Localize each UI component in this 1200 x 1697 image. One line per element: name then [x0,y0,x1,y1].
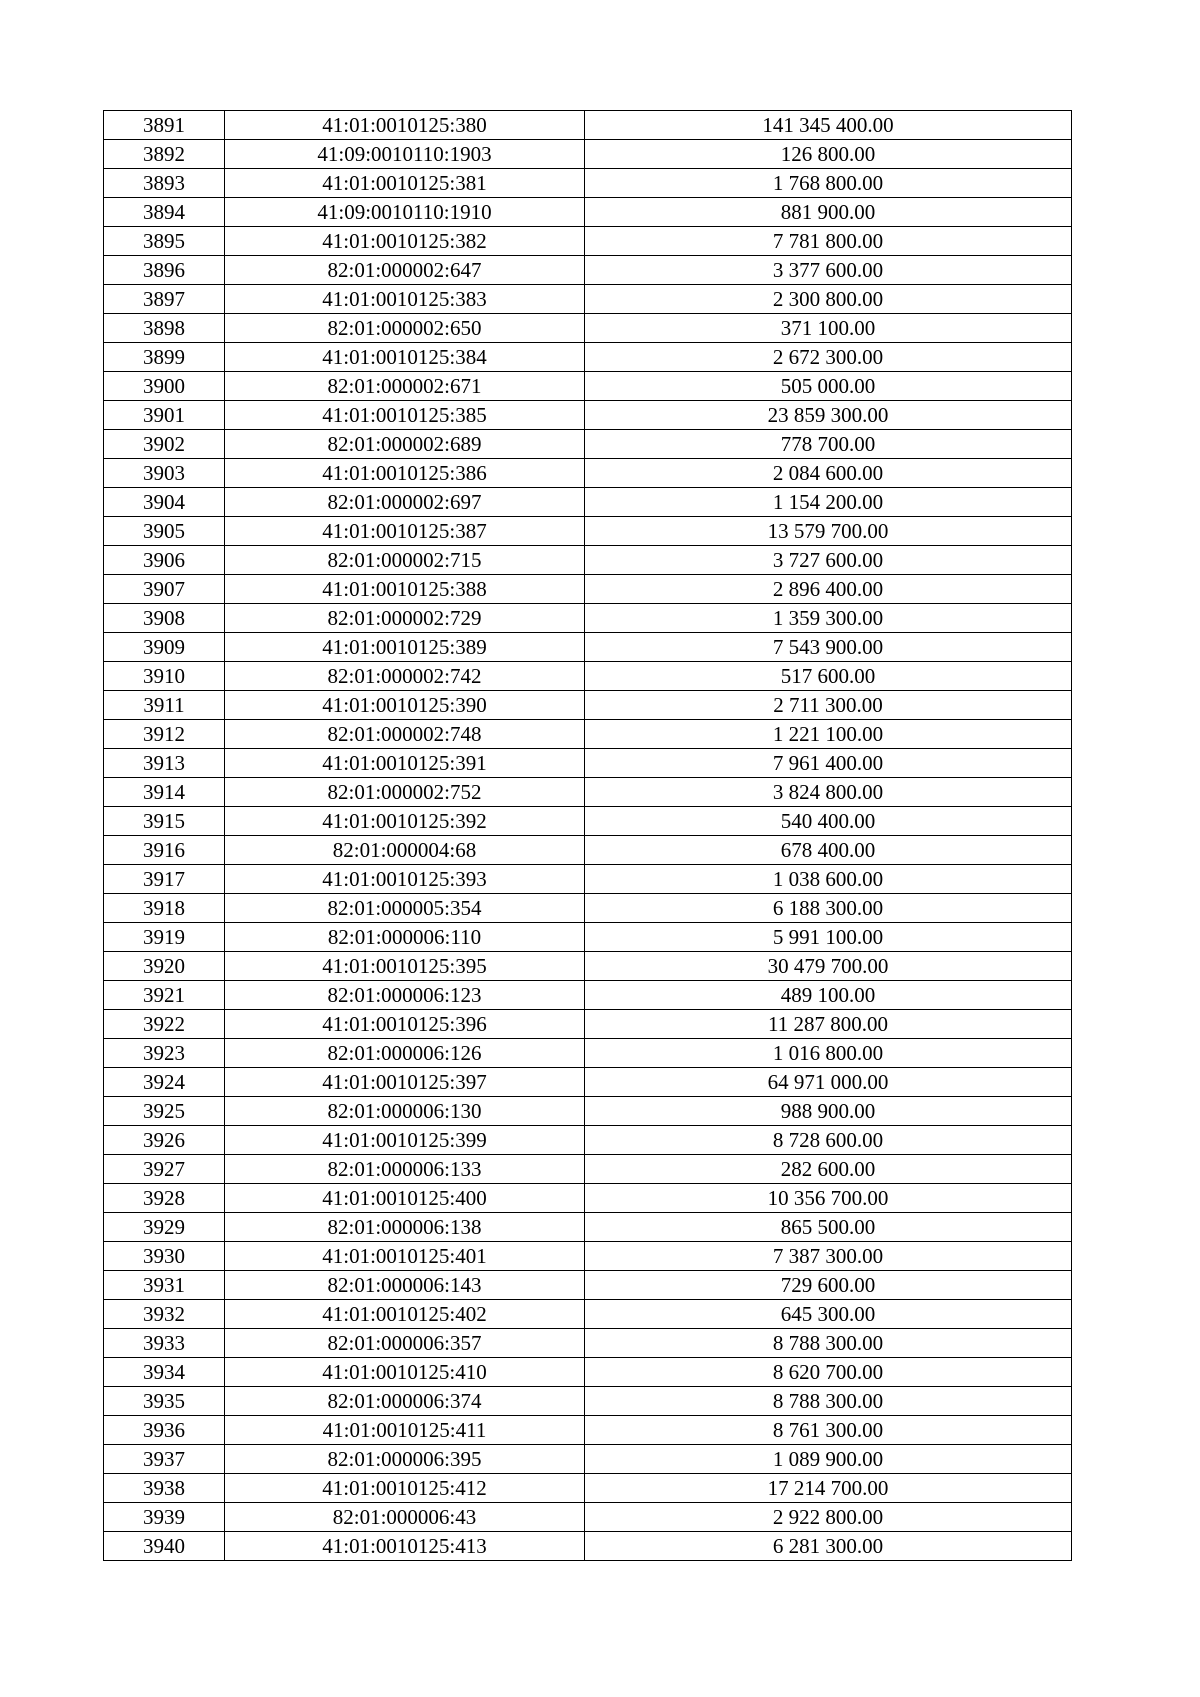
cadastral-number-cell: 82:01:000006:143 [225,1271,585,1300]
row-number-cell: 3911 [104,691,225,720]
table-row [104,227,1072,256]
cadastral-value-cell: 6 188 300.00 [585,894,1072,923]
cadastral-number-cell: 41:01:0010125:397 [225,1068,585,1097]
cadastral-value-cell: 865 500.00 [585,1213,1072,1242]
table-row [104,1387,1072,1416]
cadastral-value-cell: 8 620 700.00 [585,1358,1072,1387]
row-number-cell: 3940 [104,1532,225,1561]
row-number-cell: 3920 [104,952,225,981]
cadastral-value-cell: 678 400.00 [585,836,1072,865]
table-row [104,923,1072,952]
table-row [104,546,1072,575]
cadastral-number-cell: 41:01:0010125:400 [225,1184,585,1213]
cadastral-number-cell: 41:01:0010125:384 [225,343,585,372]
table-row [104,1068,1072,1097]
cadastral-number-cell: 41:01:0010125:386 [225,459,585,488]
cadastral-value-cell: 17 214 700.00 [585,1474,1072,1503]
row-number-cell: 3903 [104,459,225,488]
table-row [104,1271,1072,1300]
cadastral-number-cell: 82:01:000002:742 [225,662,585,691]
row-number-cell: 3917 [104,865,225,894]
cadastral-number-cell: 82:01:000006:374 [225,1387,585,1416]
table-row [104,1155,1072,1184]
cadastral-number-cell: 82:01:000006:126 [225,1039,585,1068]
table-row [104,1184,1072,1213]
cadastral-value-cell: 30 479 700.00 [585,952,1072,981]
table-row [104,1329,1072,1358]
table-row [104,285,1072,314]
cadastral-number-cell: 82:01:000005:354 [225,894,585,923]
cadastral-value-cell: 3 377 600.00 [585,256,1072,285]
cadastral-value-cell: 10 356 700.00 [585,1184,1072,1213]
cadastral-number-cell: 82:01:000002:647 [225,256,585,285]
table-row [104,836,1072,865]
cadastral-number-cell: 41:01:0010125:387 [225,517,585,546]
cadastral-value-cell: 141 345 400.00 [585,111,1072,140]
cadastral-value-cell: 1 221 100.00 [585,720,1072,749]
row-number-cell: 3905 [104,517,225,546]
cadastral-value-cell: 282 600.00 [585,1155,1072,1184]
cadastral-number-cell: 41:01:0010125:393 [225,865,585,894]
table-row [104,778,1072,807]
cadastral-number-cell: 41:01:0010125:383 [225,285,585,314]
row-number-cell: 3921 [104,981,225,1010]
row-number-cell: 3922 [104,1010,225,1039]
table-row [104,198,1072,227]
row-number-cell: 3912 [104,720,225,749]
table-body [104,111,1072,1561]
cadastral-number-cell: 41:09:0010110:1903 [225,140,585,169]
row-number-cell: 3900 [104,372,225,401]
cadastral-value-cell: 1 089 900.00 [585,1445,1072,1474]
row-number-cell: 3894 [104,198,225,227]
cadastral-number-cell: 82:01:000006:123 [225,981,585,1010]
cadastral-value-cell: 8 728 600.00 [585,1126,1072,1155]
table-row [104,256,1072,285]
table-row [104,894,1072,923]
cadastral-value-cell: 1 359 300.00 [585,604,1072,633]
cadastral-value-cell: 8 788 300.00 [585,1387,1072,1416]
cadastral-number-cell: 82:01:000002:697 [225,488,585,517]
row-number-cell: 3929 [104,1213,225,1242]
table-row [104,1010,1072,1039]
table-row [104,1358,1072,1387]
row-number-cell: 3895 [104,227,225,256]
cadastral-value-cell: 23 859 300.00 [585,401,1072,430]
cadastral-number-cell: 41:01:0010125:399 [225,1126,585,1155]
cadastral-number-cell: 82:01:000002:689 [225,430,585,459]
cadastral-value-cell: 126 800.00 [585,140,1072,169]
cadastral-value-cell: 2 300 800.00 [585,285,1072,314]
cadastral-number-cell: 41:01:0010125:402 [225,1300,585,1329]
cadastral-value-cell: 1 038 600.00 [585,865,1072,894]
row-number-cell: 3899 [104,343,225,372]
table-row [104,865,1072,894]
table-row [104,575,1072,604]
table-row [104,1213,1072,1242]
cadastral-number-cell: 41:01:0010125:396 [225,1010,585,1039]
table-row [104,111,1072,140]
cadastral-number-cell: 41:01:0010125:389 [225,633,585,662]
row-number-cell: 3915 [104,807,225,836]
cadastral-number-cell: 41:01:0010125:391 [225,749,585,778]
cadastral-value-cell: 881 900.00 [585,198,1072,227]
cadastral-number-cell: 82:01:000006:110 [225,923,585,952]
cadastral-value-cell: 6 281 300.00 [585,1532,1072,1561]
cadastral-number-cell: 82:01:000004:68 [225,836,585,865]
table-row [104,1503,1072,1532]
cadastral-number-cell: 82:01:000006:43 [225,1503,585,1532]
cadastral-number-cell: 82:01:000002:752 [225,778,585,807]
row-number-cell: 3909 [104,633,225,662]
cadastral-value-cell: 371 100.00 [585,314,1072,343]
cadastral-value-cell: 3 824 800.00 [585,778,1072,807]
table-row [104,1242,1072,1271]
row-number-cell: 3932 [104,1300,225,1329]
cadastral-value-cell: 489 100.00 [585,981,1072,1010]
cadastral-number-cell: 41:01:0010125:412 [225,1474,585,1503]
row-number-cell: 3931 [104,1271,225,1300]
table-row [104,430,1072,459]
cadastral-value-cell: 2 922 800.00 [585,1503,1072,1532]
cadastral-number-cell: 41:01:0010125:401 [225,1242,585,1271]
cadastral-number-cell: 41:01:0010125:411 [225,1416,585,1445]
table-row [104,1474,1072,1503]
row-number-cell: 3907 [104,575,225,604]
row-number-cell: 3934 [104,1358,225,1387]
cadastral-value-cell: 729 600.00 [585,1271,1072,1300]
row-number-cell: 3897 [104,285,225,314]
cadastral-number-cell: 82:01:000002:748 [225,720,585,749]
cadastral-number-cell: 82:01:000006:130 [225,1097,585,1126]
table-row [104,169,1072,198]
table-row [104,140,1072,169]
cadastral-value-cell: 3 727 600.00 [585,546,1072,575]
cadastral-value-cell: 2 084 600.00 [585,459,1072,488]
table-row [104,1097,1072,1126]
row-number-cell: 3893 [104,169,225,198]
cadastral-number-cell: 82:01:000006:357 [225,1329,585,1358]
row-number-cell: 3914 [104,778,225,807]
cadastral-number-cell: 41:01:0010125:385 [225,401,585,430]
cadastral-value-cell: 5 991 100.00 [585,923,1072,952]
cadastral-value-cell: 7 961 400.00 [585,749,1072,778]
cadastral-number-cell: 41:01:0010125:395 [225,952,585,981]
row-number-cell: 3908 [104,604,225,633]
cadastral-number-cell: 41:01:0010125:413 [225,1532,585,1561]
cadastral-number-cell: 82:01:000002:650 [225,314,585,343]
table-row [104,807,1072,836]
cadastral-number-cell: 41:01:0010125:390 [225,691,585,720]
cadastral-value-cell: 7 387 300.00 [585,1242,1072,1271]
row-number-cell: 3925 [104,1097,225,1126]
table-row [104,488,1072,517]
row-number-cell: 3902 [104,430,225,459]
cadastral-value-cell: 1 016 800.00 [585,1039,1072,1068]
row-number-cell: 3935 [104,1387,225,1416]
cadastral-number-cell: 82:01:000006:395 [225,1445,585,1474]
row-number-cell: 3916 [104,836,225,865]
cadastral-number-cell: 41:01:0010125:382 [225,227,585,256]
cadastral-value-cell: 2 896 400.00 [585,575,1072,604]
table-row [104,691,1072,720]
table-row [104,1300,1072,1329]
table-row [104,1532,1072,1561]
cadastral-value-cell: 11 287 800.00 [585,1010,1072,1039]
row-number-cell: 3901 [104,401,225,430]
table-row [104,1416,1072,1445]
cadastral-value-cell: 1 154 200.00 [585,488,1072,517]
row-number-cell: 3913 [104,749,225,778]
cadastral-value-cell: 2 711 300.00 [585,691,1072,720]
table-row [104,720,1072,749]
row-number-cell: 3927 [104,1155,225,1184]
table-row [104,662,1072,691]
cadastral-value-cell: 2 672 300.00 [585,343,1072,372]
row-number-cell: 3896 [104,256,225,285]
row-number-cell: 3928 [104,1184,225,1213]
row-number-cell: 3930 [104,1242,225,1271]
row-number-cell: 3898 [104,314,225,343]
row-number-cell: 3933 [104,1329,225,1358]
cadastral-number-cell: 82:01:000006:133 [225,1155,585,1184]
cadastral-value-table [103,110,1072,1561]
row-number-cell: 3891 [104,111,225,140]
cadastral-value-cell: 8 788 300.00 [585,1329,1072,1358]
row-number-cell: 3919 [104,923,225,952]
table-row [104,459,1072,488]
table-row [104,372,1072,401]
row-number-cell: 3936 [104,1416,225,1445]
table-row [104,517,1072,546]
cadastral-value-cell: 517 600.00 [585,662,1072,691]
cadastral-number-cell: 82:01:000002:729 [225,604,585,633]
table-row [104,633,1072,662]
table-row [104,749,1072,778]
row-number-cell: 3906 [104,546,225,575]
cadastral-number-cell: 41:09:0010110:1910 [225,198,585,227]
cadastral-number-cell: 41:01:0010125:380 [225,111,585,140]
table-row [104,1039,1072,1068]
cadastral-value-cell: 7 543 900.00 [585,633,1072,662]
cadastral-value-cell: 1 768 800.00 [585,169,1072,198]
row-number-cell: 3938 [104,1474,225,1503]
table-row [104,343,1072,372]
cadastral-value-cell: 988 900.00 [585,1097,1072,1126]
table-row [104,314,1072,343]
cadastral-value-cell: 778 700.00 [585,430,1072,459]
cadastral-number-cell: 41:01:0010125:410 [225,1358,585,1387]
cadastral-value-cell: 540 400.00 [585,807,1072,836]
table-row [104,401,1072,430]
cadastral-number-cell: 41:01:0010125:381 [225,169,585,198]
cadastral-number-cell: 82:01:000002:671 [225,372,585,401]
cadastral-number-cell: 41:01:0010125:392 [225,807,585,836]
table-row [104,1126,1072,1155]
cadastral-value-cell: 7 781 800.00 [585,227,1072,256]
cadastral-value-cell: 8 761 300.00 [585,1416,1072,1445]
cadastral-number-cell: 82:01:000002:715 [225,546,585,575]
row-number-cell: 3926 [104,1126,225,1155]
cadastral-value-cell: 645 300.00 [585,1300,1072,1329]
cadastral-value-cell: 13 579 700.00 [585,517,1072,546]
row-number-cell: 3892 [104,140,225,169]
table-row [104,604,1072,633]
cadastral-number-cell: 41:01:0010125:388 [225,575,585,604]
row-number-cell: 3910 [104,662,225,691]
row-number-cell: 3918 [104,894,225,923]
row-number-cell: 3904 [104,488,225,517]
row-number-cell: 3939 [104,1503,225,1532]
row-number-cell: 3937 [104,1445,225,1474]
cadastral-value-cell: 64 971 000.00 [585,1068,1072,1097]
cadastral-value-cell: 505 000.00 [585,372,1072,401]
cadastral-number-cell: 82:01:000006:138 [225,1213,585,1242]
table-row [104,1445,1072,1474]
table-row [104,981,1072,1010]
row-number-cell: 3923 [104,1039,225,1068]
table-row [104,952,1072,981]
row-number-cell: 3924 [104,1068,225,1097]
